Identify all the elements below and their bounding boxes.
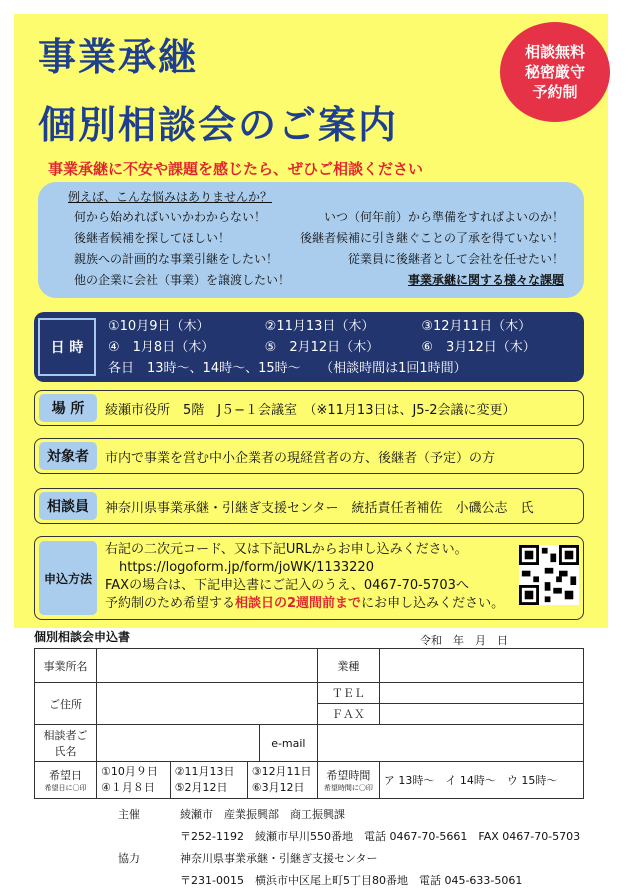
example-item: 親族への計画的な事業引継をしたい！ xyxy=(74,252,279,266)
schedule-label: 日 時 xyxy=(38,318,96,376)
example-item: 他の企業に会社（事業）を譲渡したい！ xyxy=(74,273,291,287)
venue-label: 場 所 xyxy=(39,394,97,422)
examples-row xyxy=(50,249,572,270)
host-address: 〒252-1192 綾瀬市早川550番地 電話 0467-70-5661 FAX 0467-70-5703 xyxy=(180,830,581,843)
schedule-date: ③12月11日（木） xyxy=(421,319,532,334)
apply-line: 右記の二次元コード、又は下記URLからお申し込みください。 xyxy=(105,542,468,557)
schedule-box xyxy=(34,312,584,382)
qr-code-icon[interactable] xyxy=(519,545,579,605)
fax-field[interactable] xyxy=(379,704,583,725)
email-field[interactable] xyxy=(317,725,583,762)
form-title: 個別相談会申込書 xyxy=(34,630,131,644)
example-item: 後継者候補に引き継ぐことの了承を得ていない！ xyxy=(299,231,564,245)
form-date: 令和 年 月 日 xyxy=(420,634,508,647)
badge-line: 予約制 xyxy=(532,83,578,101)
time-options[interactable]: ア 13時〜 イ 14時〜 ウ 15時〜 xyxy=(379,762,583,799)
consultant-row xyxy=(34,488,584,524)
office-label: 事業所名 xyxy=(35,649,97,683)
schedule-date: ⑤ 2月12日（木） xyxy=(264,340,380,355)
target-row xyxy=(34,438,584,474)
wish-day-label: 希望日 希望日に〇印 xyxy=(35,762,97,799)
example-item: いつ（何年前）から準備をすればよいのか！ xyxy=(323,210,564,224)
schedule-times: 各日 13時〜、14時〜、15時〜 （相談時間は1回1時間） xyxy=(108,361,467,376)
schedule-date: ④ 1月8日（木） xyxy=(108,340,215,355)
examples-box xyxy=(38,182,584,298)
schedule-date: ①10月9日（木） xyxy=(108,319,210,334)
industry-label: 業種 xyxy=(317,649,379,683)
badge xyxy=(500,22,610,122)
office-field[interactable] xyxy=(97,649,318,683)
apply-line: FAXの場合は、下記申込書にご記入のうえ、0467-70-5703へ xyxy=(105,578,469,593)
consultant-label: 相談員 xyxy=(39,492,97,520)
tel-field[interactable] xyxy=(379,683,583,704)
title-line1: 事業承継 xyxy=(38,35,199,79)
apply-label: 申込方法 xyxy=(39,541,97,615)
examples-row xyxy=(50,228,572,249)
name-label: 相談者ご氏名 xyxy=(35,725,97,762)
coop-address: 〒231-0015 横浜市中区尾上町5丁目80番地 電話 045-633-5061 xyxy=(180,874,523,887)
examples-row xyxy=(50,207,572,228)
badge-line: 秘密厳守 xyxy=(524,63,585,81)
schedule-grid xyxy=(108,316,578,379)
wish-day-note: 希望日に〇印 xyxy=(44,784,87,792)
apply-line: 予約制のため希望する相談日の2週間前までにお申し込みください。 xyxy=(105,596,505,611)
apply-deadline: 相談日の2週間前まで xyxy=(235,596,362,611)
fax-label: ＦＡＸ xyxy=(317,704,379,725)
application-form xyxy=(34,648,584,799)
coop-label: 協力 xyxy=(118,852,140,865)
host-name: 綾瀬市 産業振興部 商工振興課 xyxy=(180,808,345,821)
subtitle: 事業承継に不安や課題を感じたら、ぜひご相談ください xyxy=(48,160,424,178)
host-label: 主催 xyxy=(118,808,140,821)
day-option[interactable]: ②11月13日 ⑤2月12日 xyxy=(170,762,247,799)
footer xyxy=(118,804,580,892)
example-item: 何から始めればいいかわからない！ xyxy=(74,210,267,224)
address-label: ご住所 xyxy=(35,683,97,725)
badge-line: 相談無料 xyxy=(524,43,585,61)
venue-text: 綾瀬市役所 5階 J５−１会議室 （※11月13日は、J5-2会議に変更） xyxy=(105,402,516,418)
tel-label: ＴＥＬ xyxy=(317,683,379,704)
examples-heading: 例えば、こんな悩みはありませんか？ xyxy=(68,190,273,204)
venue-row xyxy=(34,390,584,426)
apply-text xyxy=(105,541,504,613)
day-option[interactable]: ③12月11日 ⑥3月12日 xyxy=(247,762,317,799)
name-field[interactable] xyxy=(97,725,260,762)
industry-field[interactable] xyxy=(379,649,583,683)
example-item: 後継者候補を探してほしい！ xyxy=(74,231,231,245)
email-label: e-mail xyxy=(259,725,317,762)
target-text: 市内で事業を営む中小企業者の現経営者の方、後継者（予定）の方 xyxy=(105,450,496,466)
example-item: 事業承継に関する様々な課題 xyxy=(407,273,564,287)
examples-row xyxy=(50,270,572,291)
wish-time-label: 希望時間 希望時間に〇印 xyxy=(317,762,379,799)
apply-url[interactable]: https://logoform.jp/form/joWK/1133220 xyxy=(119,560,374,575)
wish-time-note: 希望時間に〇印 xyxy=(323,784,373,792)
address-field[interactable] xyxy=(97,683,318,725)
apply-box xyxy=(34,536,584,620)
schedule-date: ②11月13日（木） xyxy=(264,319,375,334)
coop-name: 神奈川県事業承継・引継ぎ支援センター xyxy=(180,852,378,865)
target-label: 対象者 xyxy=(39,442,97,470)
consultant-text: 神奈川県事業承継・引継ぎ支援センター 統括責任者補佐 小磯公志 氏 xyxy=(105,500,534,516)
schedule-date: ⑥ 3月12日（木） xyxy=(421,340,536,355)
title-line2: 個別相談会のご案内 xyxy=(38,103,399,147)
day-option[interactable]: ①10月９日 ④１月８日 xyxy=(97,762,171,799)
example-item: 従業員に後継者として会社を任せたい！ xyxy=(347,252,564,266)
